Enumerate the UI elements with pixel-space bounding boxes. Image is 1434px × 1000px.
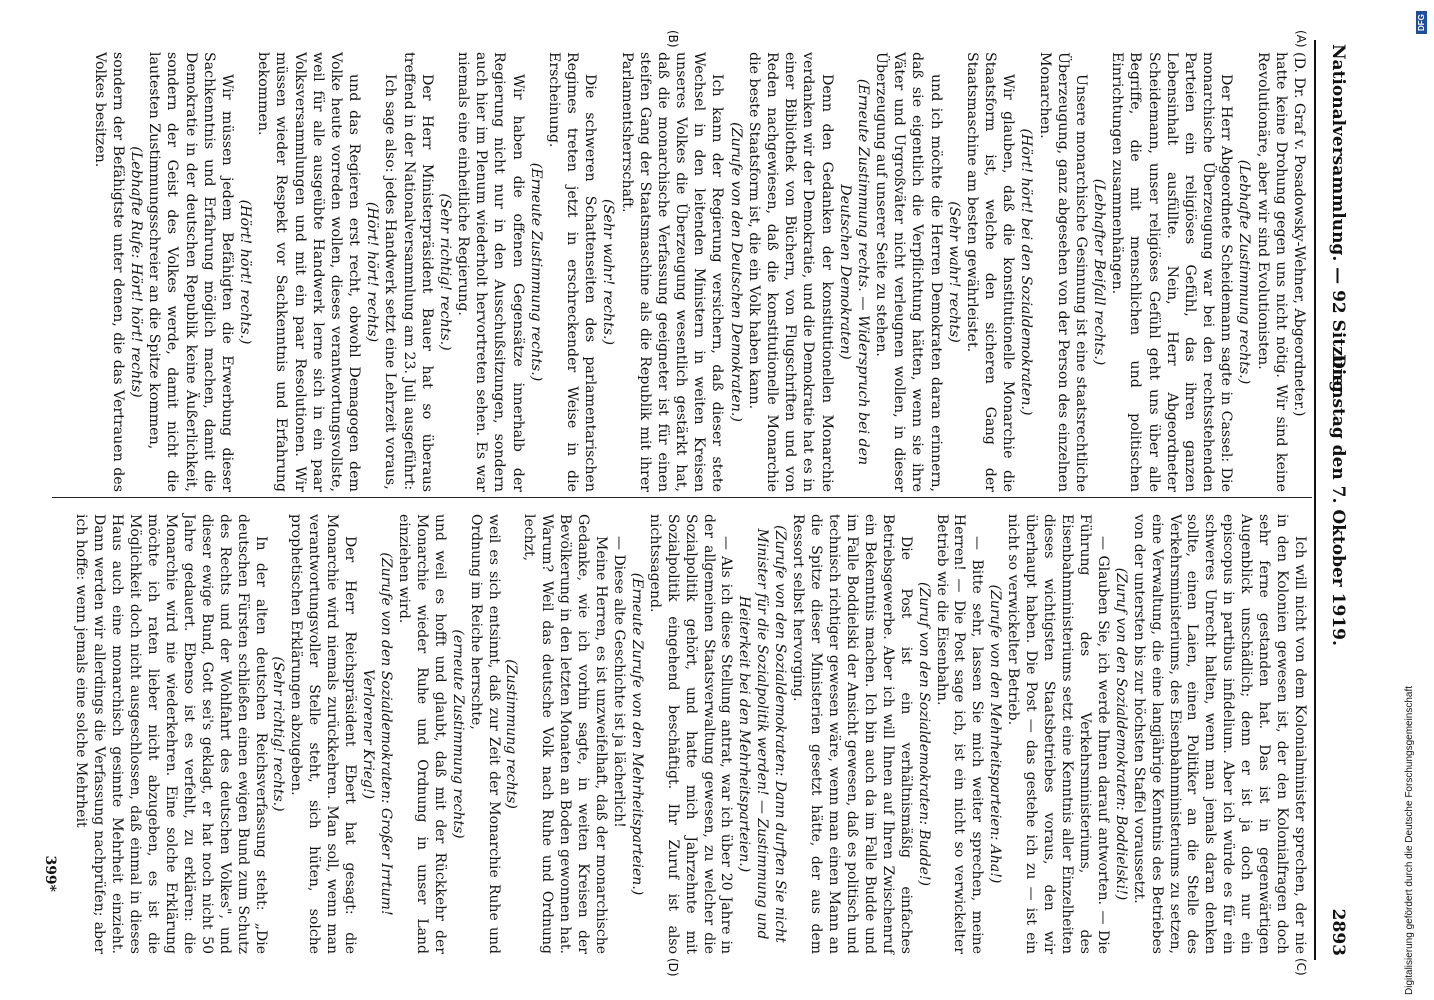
interjection: (Hört! hört! bei den Sozialdemokraten.): [1018, 128, 1035, 416]
paragraph: — Als ich diese Stellung antrat, war ich über 20 Jahre in der allgemeinen Staatsverwaltung gewesen, zu welcher die Sozialpolitik gehört, und hatte mich Jahrzehnte mit Sozialpolitik eingehend beschäftigt. Ihr Zuruf ist also nichtssagend.: [646, 514, 735, 954]
paragraph: Ich kann der Regierung versichern, daß dieser stete Wechsel in den leitenden Ministern in weiten Kreisen unseres Volkes die Überzeugung wesentlich gestärkt hat, daß die monarchische Verfassung geeigneter ist für einen steifen Gang der Staatsmaschine als die Republik mit ihrer Parlamentsherrschaft.: [618, 52, 726, 492]
page-number: 2893: [1328, 908, 1348, 956]
paragraph: Die schweren Schattenseiten des parlamentarischen Regimes treten jetzt in erschreckender Weise in die Erscheinung.: [545, 52, 599, 492]
signature-mark: 399*: [42, 855, 58, 892]
paragraph: Unsere monarchische Gesinnung ist eine staatsrechtliche Überzeugung, ganz abgesehen von der Person des einzelnen Monarchen.: [1036, 52, 1089, 492]
paragraph: Denn den Gedanken der konstitutionellen Monarchie verdanken wir der Demokratie, und die Demokratie hat es in einer Bibliothek von Büchern, von Flugschriften und von Reden nachgewiesen, daß die konstitutionelle Monarchie die beste Staatsform ist, die ein Volk haben kann.: [745, 52, 835, 492]
header-date: Dienstag den 7. Oktober 1919.: [1328, 354, 1348, 646]
paragraph: hatte keine Drohung gegen uns nicht nötig. Wir sind keine Revolutionäre, aber wir sind Evolutionisten.: [1254, 52, 1289, 492]
interjection: (Sehr richtig! rechts.): [270, 656, 287, 812]
interjection: (Zurufe von den Mehrheitsparteien: Aha!): [987, 584, 1004, 884]
interjection: (Erneute Zustimmung rechts. — Widerspruch bei den Deutschen Demokraten): [836, 78, 871, 466]
margin-mark-c: (C): [1294, 958, 1308, 976]
header-left: Nationalversammlung. — 92 Sitzung.: [1328, 44, 1348, 399]
dfg-logo: DFG: [1416, 11, 1427, 34]
interjection: (Zurufe von den Sozialdemokraten: Dann durften Sie nicht Minister für die Sozialpolitik werden! — Zustimmung und Heiterkeit bei den Mehrheitsparteien.): [736, 525, 789, 943]
interjection: (Hört! hört! rechts.): [237, 199, 254, 345]
interjection: (Zuruf von den Sozialdemokraten: Boddielski!): [1112, 567, 1129, 901]
paragraph: Der Herr Ministerpräsident Bauer hat so überaus treffend in der Nationalversammlung am 23. Juli ausgeführt:: [400, 52, 435, 492]
paragraph: Ich will nicht von dem Kolonialminister sprechen, der nie in den Kolonien gewesen ist, der den Kolonialfragen doch sehr ferne gestanden hat. Das ist in gegenwärtigen Augenblick unschädlich; denn er ist ja doch nur ein episcopus in partibus infidelium. Aber ich würde es für ein schweres Unrecht halten, wenn man jemals daran denken sollte, einen Laien, einen Politiker an die Stelle des Verkehrsministeriums, des Eisenbahnministeriums zu setzen, eine Verwaltung, die eine langjährige Kenntnis des Betriebes von der untersten bis zur höchsten Staffel voraussetzt.: [1130, 514, 1308, 954]
paragraph: Wir haben die offenen Gegensätze innerhalb der Regierung nicht nur in den Ausschußsitzungen, sondern auch hier im Plenum wiederholt hervortreten sehen. Es war niemals eine einheitliche Regierung.: [455, 52, 526, 492]
column-divider: [52, 497, 1312, 498]
paragraph: In der alten deutschen Reichsverfassung steht: „Die deutschen Fürsten schließen einen ewigen Bund zum Schutz des Rechts und der Wohlfahrt des deutschen Volkes", und dieser ewige Bund, Gott sei's geklagt, er hat noch nicht 50 Jahre gedauert. Ebenso ist es verfehlt, zu erklären: die Monarchie wird nie wiederkehren. Eine solche Erklärung möchte ich raten lieber nicht abzugeben, es ist die Möglichkeit doch nicht ausgeschlossen, daß einmal in dieses Haus auch eine monarchisch gesinnte Mehrheit einzieht. Dann werden wir allerdings die Verfassung nachprüfen; aber ich hoffe: wenn jemals eine solche Mehrheit: [73, 514, 269, 954]
interjection: (Lebhafte Rufe: Hört! hört! rechts): [128, 146, 144, 398]
paragraph: und ich möchte die Herren Demokraten daran erinnern, daß sie eigentlich die Verpflichtung hätten, wenn sie ihre Väter und Urgroßväter nicht verleugnen wollen, in dieser Überzeugung auf unserer Seite zu stehen.: [873, 52, 944, 492]
interjection: (Hört! hört! rechts): [364, 201, 381, 343]
header-rule: [1314, 40, 1316, 960]
interjection: (Erneute Zustimmung rechts.): [527, 162, 544, 382]
paragraph: und das Regieren erst recht, obwohl Demagogen dem Volke heute vorreden wollen, dieses verantwortungsvollste, weil für alle ausgeübte Handwerk lerne sich in ein paar Volksversammlungen und mit ein paar Resolutionen. Wir müssen wieder Respekt vor Sachkenntnis und Erfahrung bekommen.: [255, 52, 363, 492]
interjection: (Erneute Zurufe von den Mehrheitsparteien.): [628, 572, 645, 896]
paragraph: (D. Dr. Graf v. Posadowsky-Wehner, Abgeordneter.): [1291, 52, 1307, 417]
interjection: (Sehr wahr! rechts): [945, 201, 962, 343]
right-column: [71, 514, 1308, 954]
interjection: (Lebhafter Beifall rechts.): [1091, 178, 1108, 366]
paragraph: und weil es hofft und glaubt, daß mit der Rückkehr der Monarchie wieder Ruhe und Ordnung in unser Land einziehen wird.: [395, 514, 448, 954]
paragraph: sondern der Befähigtste unter denen, die das Vertrauen des Volkes besitzen.: [91, 52, 126, 492]
paragraph: Die Post ist ein verhältnismäßig einfaches Betriebsgewerbe. Aber ich will Ihnen auf Ihren Zwischenruf ein Bekenntnis machen. Ich bin auch da im Falle Budde und im Falle Boddielski der Ansicht gewesen, daß es politisch und technisch richtiger gewesen wäre, wenn man einen Mann an die Spitze dieser Ministerien gesetzt hätte, der aus dem Ressort selbst hervorging.: [790, 514, 914, 954]
paragraph: Ich sage also: jedes Handwerk setzt eine Lehrzeit voraus,: [382, 74, 399, 490]
margin-mark-b: (B): [666, 30, 680, 48]
paragraph: Wir müssen jedem Befähigten die Erwerbung dieser Sachkenntnis und Erfahrung möglich machen, damit die Demokratie in der deutschen Republik keine Äußerlichkeit, sondern der Geist des Volkes werde, damit nicht die lautesten Zustimmungsschreier an die Spitze kommen,: [146, 52, 235, 492]
page-header: [1318, 44, 1348, 956]
interjection: (Sehr wahr! rechts.): [600, 198, 617, 346]
left-column: [90, 52, 1308, 492]
paragraph: Meine Herren, es ist unzweifelhaft, daß der monarchische Gedanke, wie ich vorhin sagte, in weiten Kreisen der Bevölkerung in den letzten Monaten an Boden gewonnen hat. Warum? Weil das deutsche Volk nach Ruhe und Ordnung lechzt,: [521, 514, 610, 954]
interjection: (Sehr richtig! rechts.): [436, 193, 453, 351]
interjection: (Zuruf von den Sozialdemokraten: Budde!): [915, 582, 932, 886]
digitization-note: Digitalisierung gefördert durch die Deutsche Forschungsgemeinschaft: [1404, 685, 1415, 995]
paragraph: Der Herr Reichspräsident Ebert hat gesagt: die Monarchie wird niemals zurückkehren. Man soll, wenn man verantwortungsvoller Stelle steht, sich hüten, solche prophetischen Erklärungen abzugeben.: [288, 514, 359, 954]
margin-mark-a: (A): [1294, 30, 1308, 48]
margin-mark-d: (D): [666, 958, 680, 977]
paragraph: Der Herr Abgeordnete Scheidemann sagte in Cassel: Die monarchische Überzeugung war bei den rechtsstehenden Parteien ein religiöses Gefühl, das ihren ganzen Lebensinhalt ausfüllte. Nein, Herr Abgeordneter Scheidemann, unser religiöses Gefühl geht uns über alle Begriffe, die mit menschlichen und politischen Einrichtungen zusammenhängen.: [1109, 52, 1235, 492]
paragraph: — Bitte sehr, lassen Sie mich weiter sprechen, meine Herren! — Die Post sage ich, ist ein nicht so verwickelter Betrieb wie die Eisenbahn.: [933, 514, 986, 954]
paragraph: — Glauben Sie, ich werde Ihnen darauf antworten. — Die Führung des Verkehrsministeriums, des Eisenbahnministeriums setzt eine Kenntnis aller Einzelheiten dieses wichtigsten Staatsbetriebes voraus, den wir überhaupt haben. Die Post — das gestehe ich zu — ist ein nicht so verwickelter Betrieb.: [1005, 514, 1111, 954]
interjection: (erneute Zustimmung rechts): [449, 629, 466, 839]
interjection: (Zustimmung rechts): [503, 659, 520, 809]
interjection: (Zurufe von den Deutschen Demokraten.): [727, 122, 744, 422]
interjection: (Lebhafte Zustimmung rechts.): [1236, 159, 1253, 385]
paragraph: — Diese alte Geschichte ist ja lächerlich!: [610, 536, 627, 828]
interjection: (Zurufe von den Sozialdemokraten: Großer Irrtum! Verlorener Krieg!): [360, 552, 394, 916]
paragraph: weil es sich entsinnt, daß zur Zeit der Monarchie Ruhe und Ordnung im Reiche herrschte,: [467, 514, 502, 954]
paragraph: Wir glauben, daß die konstitutionelle Monarchie die Staatsform ist, welche den sicheren Gang der Staatsmaschine am besten gewährleistet.: [963, 52, 1017, 492]
